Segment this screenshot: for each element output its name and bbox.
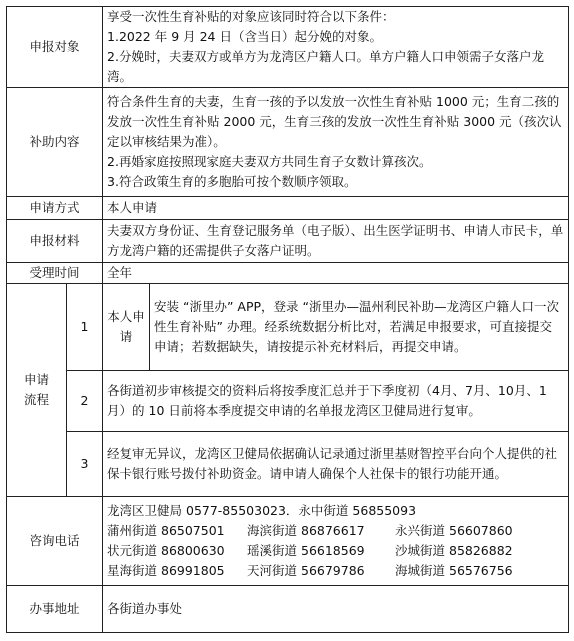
method-row	[7, 197, 569, 220]
contact-line	[107, 541, 564, 561]
method-value: 本人申请	[103, 197, 569, 220]
step-text: 各街道初步审核提交的资料后将按季度汇总并于下季度初（4月、7月、10月、1月）的 10 日前将本季度提交申请的名单报龙湾区卫健局进行复审。	[103, 371, 569, 432]
target-line: 1.2022 年 9 月 24 日（含当日）起分娩的对象。	[107, 29, 382, 44]
target-row	[7, 7, 569, 88]
target-content	[103, 7, 569, 88]
subsidy-content	[103, 88, 569, 197]
contact-entry: 海滨街道 86876617	[247, 523, 365, 538]
contact-label: 咨询电话	[7, 497, 103, 586]
contact-first-line: 龙湾区卫健局 0577-85503023．永中街道 56855093	[107, 503, 417, 518]
address-row	[7, 586, 569, 633]
contact-entry: 瑶溪街道 56618569	[247, 543, 365, 558]
materials-row	[7, 220, 569, 263]
contact-entry: 天河街道 56679786	[247, 563, 365, 578]
contact-line	[107, 561, 564, 581]
step-number: 2	[67, 371, 103, 432]
contact-entry: 永兴街道 56607860	[395, 523, 513, 538]
subsidy-label: 补助内容	[7, 88, 103, 197]
contact-line	[107, 521, 564, 541]
step-number: 1	[67, 284, 103, 371]
process-label: 申请流程	[7, 284, 67, 497]
target-line: 享受一次性生育补贴的对象应该同时符合以下条件：	[107, 9, 395, 24]
address-label: 办事地址	[7, 586, 103, 633]
step-number: 3	[67, 432, 103, 497]
target-line: 2.分娩时，夫妻双方或单方为龙湾区户籍人口。单方户籍人口申领需子女落户龙湾。	[107, 49, 544, 84]
subsidy-line: 符合条件生育的夫妻，生育一孩的予以发放一次性生育补贴 1000 元；生育二孩的发放一次性生育补贴 2000 元，生育三孩的发放一次性生育补贴 3000 元（孩次认定以审核结果为准）。	[107, 94, 562, 149]
process-step-row	[7, 284, 569, 371]
contact-entry: 蒲州街道 86507501	[107, 523, 225, 538]
subsidy-line: 3.符合政策生育的多胞胎可按个数顺序领取。	[107, 174, 357, 189]
step-text: 经复审无异议，龙湾区卫健局依据确认记录通过浙里基财智控平台向个人提供的社保卡银行账号拨付补助资金。请申请人确保个人社保卡的银行功能开通。	[103, 432, 569, 497]
contact-content	[103, 497, 569, 586]
contact-row	[7, 497, 569, 586]
step-text: 安装 “浙里办” APP，登录 “浙里办—温州利民补助—龙湾区户籍人口一次性生育补贴” 办理。经系统数据分析比对，若满足申报要求，可直接提交申请；若数据缺失，请按提示补充材料后，再提交申请。	[150, 284, 569, 371]
subsidy-row	[7, 88, 569, 197]
subsidy-line: 2.再婚家庭按照现家庭夫妻双方共同生育子女数计算孩次。	[107, 154, 432, 169]
materials-value: 夫妻双方身份证、生育登记服务单（电子版）、出生医学证明书、申请人市民卡，单方龙湾户籍的还需提供子女落户证明。	[103, 220, 569, 263]
materials-label: 申报材料	[7, 220, 103, 263]
contact-entry: 海城街道 56576756	[395, 563, 513, 578]
time-label: 受理时间	[7, 263, 103, 284]
process-step-row	[7, 432, 569, 497]
contact-entry: 星海街道 86991805	[107, 563, 225, 578]
method-label: 申请方式	[7, 197, 103, 220]
address-value: 各街道办事处	[103, 586, 569, 633]
step-sublabel: 本人申请	[103, 284, 150, 371]
target-label: 申报对象	[7, 7, 103, 88]
contact-entry: 沙城街道 85826882	[395, 543, 513, 558]
time-value: 全年	[103, 263, 569, 284]
policy-table	[6, 6, 569, 633]
contact-entry: 状元街道 86800630	[107, 543, 225, 558]
process-step-row	[7, 371, 569, 432]
time-row	[7, 263, 569, 284]
